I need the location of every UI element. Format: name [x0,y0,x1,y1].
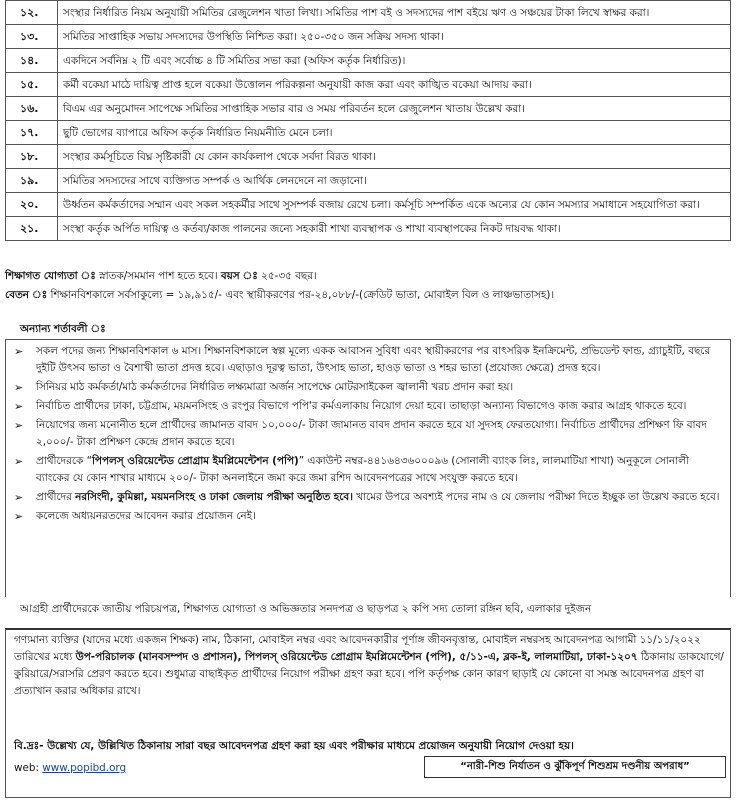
duty-row [6,1,731,25]
duty-number: ১৬. [6,97,58,121]
duty-row [6,217,731,241]
note-text: বি.দ্রঃ- উল্লেখ্য যে, উল্লিখিত ঠিকানায় সারা বছর আবেদনপত্র গ্রহণ করা হয় এবং পরীক্ষার মাধ্যমে প্রয়োজন অনুযায়ী নিয়োগ দেওয়া হয়। [14,740,574,752]
conditions-list [14,343,724,527]
apply-line-2: ঠিকানায় ডাকযোগে/কুরিয়ারে/সরাসরি প্রেরণ করতে হবে। শুধুমাত্র বাছাইকৃত প্রার্থীদের নিয়োগ পরীক্ষা গ্রহণ করা হবে। পপি কর্তৃপক্ষ কোন কারণ ছাড়াই যে কোনো বা সমস্ত আবেদনপত্র গ্রহণ বা প্রত্যাখান করার অধিকার রাখে। [14,651,724,697]
slogan-box: “নারী-শিশু নির্যাতন ও ঝুঁকিপূর্ণ শিশুশ্রম দণ্ডনীয় অপরাধ” [424,756,726,778]
condition-text: সিনিয়র মাঠ কর্মকর্তা/মাঠ কর্মকর্তাদের নির্ধারিত লক্ষ্যমাত্রা অর্জন সাপেক্ষে মোটরসাইকেল জ্বালানী খরচ প্রদান করা হয়। [36,381,514,393]
duty-text: সংস্থার কর্মসূচিতে বিঘ্ন সৃষ্টিকারী যে কোন কার্যকলাপ থেকে সর্বদা বিরত থাকা। [58,145,731,169]
web-line [14,760,126,776]
condition-text: সকল পদের জন্য শিক্ষানবিশকাল ৬ মাস। শিক্ষানবিশকালে স্বল্প মূল্যে একক আবাসন সুবিধা এবং স্থায়ীকরণের পর বাৎসরিক ইনক্রিমেন্ট, প্রভিডেন্ট ফান্ড, গ্র্যাচুইটি, বছরে দুইটি উৎসব ভাতা ও বৈশাখী ভাতা প্রদত্ত হবে। এছাড়াও দূরত্ব ভাতা, উৎসাহ ভাতা, হাওড় ভাতা ও শহর ভাতা (প্রযোজ্য ক্ষেত্রে) প্রদত্ত হবে। [36,345,711,374]
duty-number: ১৯. [6,169,58,193]
duty-number: ২০. [6,193,58,217]
duty-text: সংস্থা কর্তৃক অর্পিত দায়িত্ব ও কর্তব্য/কাজ পালনের জন্যে সহকারী শাখা ব্যবস্থাপক ও শাখা ব্যবস্থাপকের নিকট দায়বদ্ধ থাকা। [58,217,731,241]
duty-number: ২১. [6,217,58,241]
condition-text-pre: প্রার্থীদের [36,491,76,503]
duty-text: সমিতির সদস্যদের সাথে ব্যক্তিগত সম্পর্ক ও আর্থিক লেনদেনে না জড়ানো। [58,169,731,193]
age-label: বয়স ঃ [220,270,258,282]
condition-text-pre: প্রার্থীদেরকে “ [36,455,92,467]
duty-number: ১২. [6,1,58,25]
duty-text: কর্মী বকেয়া মাঠে দায়িত্ব প্রাপ্ত হলে বকেয়া উত্তোলন পরিকল্পনা অনুযায়ী কাজ করা এবং কাঙ্খিত বকেয়া আদায় করা। [58,73,731,97]
web-link[interactable]: www.popibd.org [42,762,127,774]
duties-table [5,0,731,241]
arrow-bullet-icon: ➢ [14,381,24,394]
condition-item [14,489,724,506]
duty-number: ১৪. [6,49,58,73]
duty-row [6,49,731,73]
duty-row [6,193,731,217]
apply-address: উপ-পরিচালক (মানবসম্পদ ও প্রশাসন), পিপলস্ ওরিয়েন্টেড প্রোগ্রাম ইমপ্লিমেন্টেশন (পপি), ৫/১১-এ, ব্লক-ই, লালমাটিয়া, ঢাকা-১২০৭ [75,651,638,663]
condition-text-post: ” একাউন্ট নম্বর-৪৪১৬৪৩৬০০০৯৬ (সোনালী ব্যাংক লিঃ, লালমাটিয়া শাখা) অনুকূলে সোনালী ব্যাংকের যে কোন শাখার মাধ্যমে ২০০/- টাকা অনলাইনে জমা করে জমা রশিদ আবেদনপত্রের সাথে সংযুক্ত করতে হবে। [36,455,689,484]
duty-number: ১৩. [6,25,58,49]
duty-number: ১৮. [6,145,58,169]
condition-text-bold: নরসিংদী, কুমিল্লা, ময়মনসিংহ ও ঢাকা জেলায় পরীক্ষা অনুষ্ঠিত হবে। [75,491,353,503]
condition-item [14,453,724,487]
salary-value: শিক্ষানবিশকালে সর্বসাকুল্যে = ১৯,৯১৫/- এবং স্থায়ীকরণের পর-২৪,০৮৮/-(ক্রেডিট ভাতা, মোবাইল বিল ও লাঞ্চভাতাসহ)। [47,289,555,301]
duty-row [6,73,731,97]
condition-item [14,379,724,396]
duty-row [6,145,731,169]
condition-text-post: খামের উপরে অবশ্যই পদের নাম ও যে জেলায় পরীক্ষা দিতে ইচ্ছুক তা উল্লেখ করতে হবে। [352,491,720,503]
duty-text: ছুটি ভোগের ব্যাপারে অফিস কর্তৃক নির্ধারিত নিয়মনীতি মেনে চলা। [58,121,731,145]
salary-label: বেতন ঃ [5,289,48,301]
duty-number: ১৭. [6,121,58,145]
condition-text-bold: পিপলস্ ওরিয়েন্টেড প্রোগ্রাম ইমপ্লিমেন্টেশন (পপি) [91,455,299,467]
web-label: web: [14,762,43,774]
age-value: ২৫-৩৫ বছর। [257,270,317,282]
duty-row [6,25,731,49]
duty-text: সমিতির সাপ্তাহিক সভায় সদস্যদের উপস্থিতি নিশ্চিত করা। ২৫০-৩৫০ জন সক্রিয় সদস্য থাকা। [58,25,731,49]
apply-text [14,632,724,700]
duty-text: সংস্থার নির্ধারিত নিয়ম অনুযায়ী সমিতির রেজুলেশন খাতা লিখা। সমিতির পাশ বই ও সদস্যদের পাশ বইয়ে ঋণ ও সঞ্চয়ের টাকা লিখে স্বাক্ষর করা। [58,1,731,25]
duty-row [6,97,731,121]
edu-value: স্নাতক/সমমান পাশ হতে হবে। [95,270,221,282]
edu-label: শিক্ষাগত যোগ্যতা ঃ [5,270,96,282]
condition-text: নির্বাচিত প্রার্থীদের ঢাকা, চট্টগ্রাম, ময়মনসিংহ ও রংপুর বিভাগে পপি'র কর্মএলাকায় নিয়োগ দেয়া হবে। তাছাড়া অন্যান্য বিভাগেও কাজ করার আগ্রহ থাকতে হবে। [36,400,687,412]
arrow-bullet-icon: ➢ [14,455,24,468]
qualification-line [5,268,725,285]
arrow-bullet-icon: ➢ [14,491,24,504]
condition-item [14,398,724,415]
arrow-bullet-icon: ➢ [14,510,24,523]
condition-text: নিয়োগের জন্য মনোনীত হলে প্রার্থীদের জামানত বাবদ ১০,০০০/- টাকা জামানত বাবদ প্রদান করতে হবে যা সুদসহ ফেরতযোগ্য। নির্বাচিত প্রার্থীদের প্রশিক্ষণ ফি বাবদ ২,০০০/- টাকা প্রশিক্ষণ কেন্দ্রে প্রদান করতে হবে। [36,419,707,448]
others-title: অন্যান্য শর্তাবলী ঃ [20,323,106,335]
duty-text: উর্ধ্বতন কর্মকর্তাদের সম্মান এবং সকল সহকর্মীর সাথে সুসম্পর্ক বজায় রেখে চলা। কর্মসূচি সম্পর্কিত একে অন্যের যে কোন সমস্যার সমাধানে সহযোগিতা করা। [58,193,731,217]
duty-text: একদিনে সর্বনিম্ন ২ টি এবং সর্বোচ্চ ৪ টি সমিতির সভা করা (অফিস কর্তৃক নির্ধারিত)। [58,49,731,73]
duty-number: ১৫. [6,73,58,97]
condition-item [14,343,724,377]
salary-line [5,287,725,304]
arrow-bullet-icon: ➢ [14,400,24,413]
apply-line-1: গণ্যমান্য ব্যক্তির (যাদের মধ্যে একজন শিক্ষক) নাম, ঠিকানা, মোবাইল নম্বর এবং আবেদনকারীর পূর্ণাঙ্গ জীবনবৃত্তান্ত, মোবাইল নম্বরসহ আবেদনপত্র আগামী ১১/১১/২০২২ তারিখের মধ্যে [14,634,701,663]
condition-text: কলেজে অধ্যয়নরতদের আবেদন করার প্রয়োজন নেই। [36,510,256,522]
duty-row [6,169,731,193]
arrow-bullet-icon: ➢ [14,419,24,432]
condition-item [14,417,724,451]
duty-row [6,121,731,145]
apply-intro: আগ্রহী প্রার্থীদেরকে জাতীয় পরিচয়পত্র, শিক্ষাগত যোগ্যতা ও অভিজ্ঞতার সনদপত্র ও ছাড়পত্র ২ কপি সদ্য তোলা রঙ্গিন ছবি, এলাকার দুইজন [20,603,592,615]
arrow-bullet-icon: ➢ [14,345,24,358]
duty-text: বিএম এর অনুমোদন সাপেক্ষে সমিতির সাপ্তাহিক সভার বার ও সময় পরিবর্তন হলে রেজুলেশন খাতায় উল্লেখ করা। [58,97,731,121]
condition-item [14,508,724,525]
